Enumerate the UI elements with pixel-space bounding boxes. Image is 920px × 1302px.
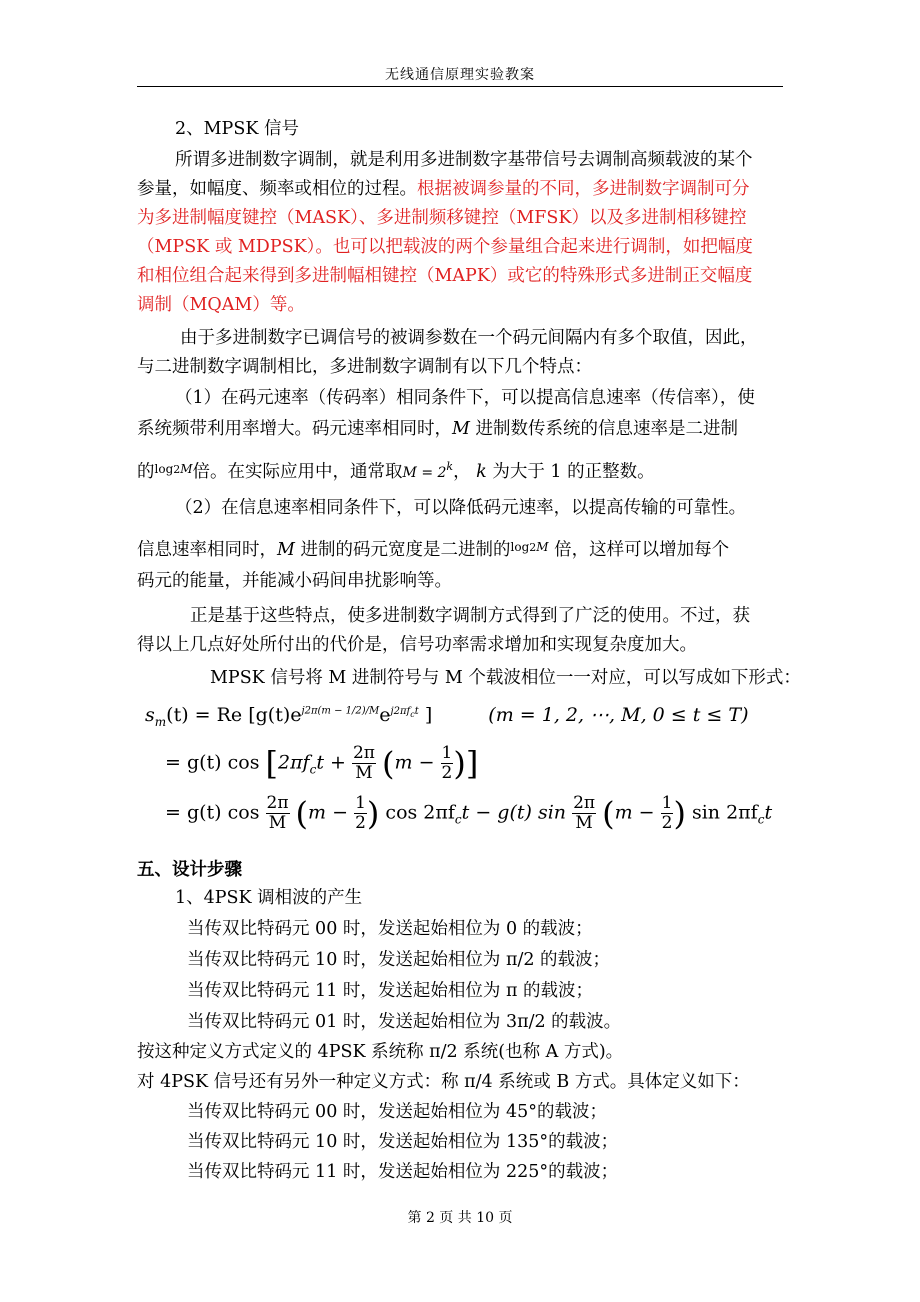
eq2-frac-num: 2π (352, 743, 375, 763)
equation-line1 (145, 704, 748, 729)
eq3-g: t (764, 801, 773, 824)
item2-line2-c: 倍，这样可以增加每个 (554, 540, 730, 560)
eq3-half2-num: 1 (661, 793, 673, 813)
eq2-close-bracket: ] (465, 744, 479, 783)
eq1-rhs: (t) = Re [g(t)e (166, 704, 302, 726)
item2-line1: （2）在信息速率相同条件下，可以降低码元速率，以提高传输的可靠性。 (175, 498, 747, 518)
def-a-summary: 按这种定义方式定义的 4PSK 系统称 π/2 系统(也称 A 方式)。 (137, 1042, 624, 1062)
running-header: 无线通信原理实验教案 (385, 67, 535, 83)
eq3-half1-num: 1 (355, 793, 366, 813)
section-title: 2、MPSK 信号 (175, 119, 299, 139)
para1-line4: （MPSK 或 MDPSK）。也可以把载波的两个参量组合起来进行调制，如把幅度 (137, 237, 753, 257)
para1-line2 (137, 177, 750, 201)
para1-line2-b: 根据被调参量的不同，多进制数字调制可分 (417, 179, 750, 199)
def-a-item: 当传双比特码元 10 时，发送起始相位为 π/2 的载波； (187, 950, 611, 970)
para1-line6: 调制（MQAM）等。 (137, 295, 305, 315)
eq1-exp1: j2π(m − 1/2)/M (301, 705, 380, 717)
math-M: M (452, 419, 470, 439)
item2-line3: 码元的能量，并能减小码间串扰影响等。 (137, 571, 452, 591)
eq3-b: m − (308, 801, 349, 824)
def-b-intro: 对 4PSK 信号还有另外一种定义方式：称 π/4 系统或 B 方式。具体定义如下： (137, 1072, 750, 1092)
def-a-item: 当传双比特码元 01 时，发送起始相位为 3π/2 的载波。 (187, 1012, 622, 1032)
eq1-condition (488, 704, 748, 726)
para2-line1: 由于多进制数字已调信号的被调参数在一个码元间隔内有多个取值，因此， (180, 328, 758, 348)
item1-line3-b: 倍。在实际应用中，通常取 (192, 462, 403, 482)
def-a-item: 当传双比特码元 00 时，发送起始相位为 0 的载波； (187, 919, 593, 939)
item2-line2 (137, 535, 729, 562)
M-equals-text: M = 2 (402, 465, 447, 481)
M-exp-k: k (446, 460, 454, 473)
item2-log-base: 2 (529, 541, 537, 554)
eq2-frac-den: M (355, 763, 373, 783)
eq2-half-den: 2 (441, 763, 453, 783)
def-a-item: 当传双比特码元 11 时，发送起始相位为 π 的载波； (187, 981, 594, 1001)
log-text: log (154, 462, 174, 476)
eq3-frac2-num: 2π (573, 793, 596, 813)
eq1-e: e (379, 704, 391, 726)
item2-line2-a: 信息速率相同时， (137, 540, 277, 560)
para1-line5: 和相位组合起来得到多进制幅相键控（MAPK）或它的特殊形式多进制正交幅度 (137, 266, 753, 286)
eq1-cond-text: (m = 1, 2, ⋯, M, 0 ≤ t ≤ T) (488, 704, 749, 726)
eq2-a: = g(t) cos (165, 751, 260, 774)
eq2-open-paren: ( (382, 744, 395, 783)
log2M (155, 462, 193, 476)
eq3-frac2-den: M (575, 813, 593, 833)
eq1-sub-m: m (154, 714, 167, 729)
eq2-c: t + (316, 751, 346, 774)
item2-M: M (277, 540, 295, 560)
item1-line2-a: 系统频带利用率增大。码元速率相同时， (137, 419, 452, 439)
item2-line2-b: 进制的码元宽度是二进制的 (300, 540, 511, 560)
item1-line3-c: ， (453, 462, 471, 482)
item1-line3 (137, 455, 655, 485)
eq1-close: ] (424, 704, 433, 726)
def-b-item: 当传双比特码元 10 时，发送起始相位为 135°的载波； (187, 1132, 619, 1152)
eq3-half1 (354, 794, 367, 833)
item1-line2 (137, 417, 738, 441)
eq3-frac1-num: 2π (266, 793, 289, 813)
eq3-frac1-den: M (268, 813, 287, 833)
eq3-c-sub2: c (757, 812, 765, 827)
eq3-c: cos 2πf (385, 801, 455, 824)
log-base: 2 (173, 463, 181, 476)
para3-line2: 得以上几点好处所付出的代价是，信号功率需求增加和实现复杂度加大。 (137, 635, 697, 655)
para4-line1: MPSK 信号将 M 进制符号与 M 个载波相位一一对应，可以写成如下形式： (210, 668, 801, 688)
eq3-paren2-close: ) (673, 794, 686, 833)
def-b-item: 当传双比特码元 11 时，发送起始相位为 225°的载波； (187, 1162, 619, 1182)
eq1-s: s (145, 704, 155, 726)
eq3-half1-den: 2 (355, 813, 366, 833)
item1-line1: （1）在码元速率（传码率）相同条件下，可以提高信息速率（传信率），使 (175, 388, 755, 408)
log-M: M (180, 462, 193, 476)
eq2-d: m − (394, 751, 435, 774)
section5-title: 五、设计步骤 (137, 860, 242, 880)
eq2-half (441, 744, 454, 783)
item1-line2-b: 进制数传系统的信息速率是二进制 (475, 419, 738, 439)
eq3-f: sin 2πf (691, 801, 758, 824)
def-b-item: 当传双比特码元 00 时，发送起始相位为 45°的载波； (187, 1102, 607, 1122)
eq3-a: = g(t) cos (165, 801, 260, 824)
equation-line2 (165, 744, 478, 783)
para1-line2-a: 参量，如幅度、频率或相位的过程。 (137, 179, 417, 199)
eq3-half2-den: 2 (661, 813, 673, 833)
eq3-frac2 (572, 794, 596, 833)
item2-log2M (511, 540, 549, 554)
eq3-e: m − (614, 801, 655, 824)
item2-log-M: M (536, 540, 549, 554)
eq3-paren1-close: ) (366, 794, 380, 833)
eq1-exp2-t: t (414, 705, 419, 717)
eq3-half2 (661, 794, 674, 833)
eq1-exp2: j2πf (390, 705, 411, 717)
eq3-frac1 (266, 794, 290, 833)
page-footer: 第 2 页 共 10 页 (407, 1210, 513, 1226)
eq3-paren2-open: ( (602, 794, 615, 833)
eq2-c-sub: c (309, 762, 317, 777)
para3-line1: 正是基于这些特点，使多进制数字调制方式得到了广泛的使用。不过，获 (190, 606, 750, 626)
eq2-open-bracket: [ (265, 744, 278, 783)
header-rule (137, 86, 783, 87)
step1-title: 1、4PSK 调相波的产生 (175, 888, 363, 908)
item2-log: log (510, 540, 530, 554)
para2-line2: 与二进制数字调制相比，多进制数字调制有以下几个特点： (137, 357, 592, 377)
para1-line1: 所谓多进制数字调制，就是利用多进制数字基带信号去调制高频载波的某个 (175, 150, 753, 170)
eq1-exp2-c: c (410, 709, 415, 719)
eq2-frac (352, 744, 376, 783)
eq2-b: 2πf (277, 751, 310, 774)
item1-line3-d: 为大于 1 的正整数。 (492, 462, 655, 482)
item1-line3-a: 的 (137, 462, 155, 482)
eq2-half-num: 1 (441, 743, 453, 763)
eq3-paren1-open: ( (295, 794, 309, 833)
eq2-close-paren: ) (453, 744, 466, 783)
equation-line3 (165, 794, 772, 833)
eq3-d: t − g(t) sin (461, 801, 567, 824)
k-var: k (476, 462, 487, 482)
eq3-c-sub1: c (454, 812, 462, 827)
M-equals (402, 460, 454, 481)
para1-line3: 为多进制幅度键控（MASK）、多进制频移键控（MFSK）以及多进制相移键控 (137, 208, 747, 228)
